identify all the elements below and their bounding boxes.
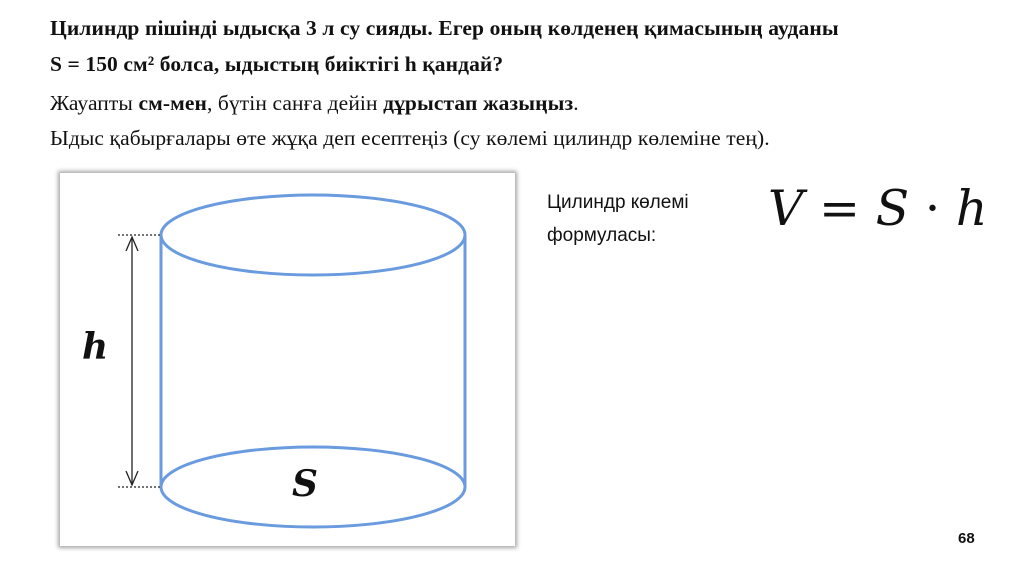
cylinder-top-ellipse [161,195,465,275]
cylinder-diagram [60,173,515,546]
page-number: 68 [958,530,975,547]
formula-equals: = [818,180,861,237]
problem-line-2: S = 150 см² болса, ыдыстың биіктігі h қандай? [50,52,504,76]
formula-caption-line-1: Цилиндр көлемі [547,192,689,213]
cylinder-figure [60,173,515,546]
height-marker [118,235,161,487]
instruction-line [50,89,579,117]
instruction-text-a: Жауапты [50,91,139,115]
instruction-units: см-мен [138,91,207,115]
formula-volume: V [768,180,804,237]
instruction-text-e: . [573,91,579,115]
instruction-emphasis: дұрыстап жазыңыз [383,91,574,115]
formula-dot: · [924,180,941,237]
problem-line-1: Цилиндр пішінді ыдысқа 3 л су сияды. Егер оның көлденең қимасының ауданы [50,16,839,40]
volume-formula [768,180,987,237]
area-label: S [292,463,318,505]
height-label: h [82,326,109,368]
formula-caption-line-2: формуласы: [547,225,657,246]
formula-caption [547,186,747,252]
formula-height: h [955,180,988,237]
instruction-text-c: , бүтін санға дейін [206,91,384,115]
assumption-line: Ыдыс қабырғалары өте жұқа деп есептеңіз (су көлемі цилиндр көлеміне тең). [50,126,770,150]
formula-area: S [875,180,910,237]
